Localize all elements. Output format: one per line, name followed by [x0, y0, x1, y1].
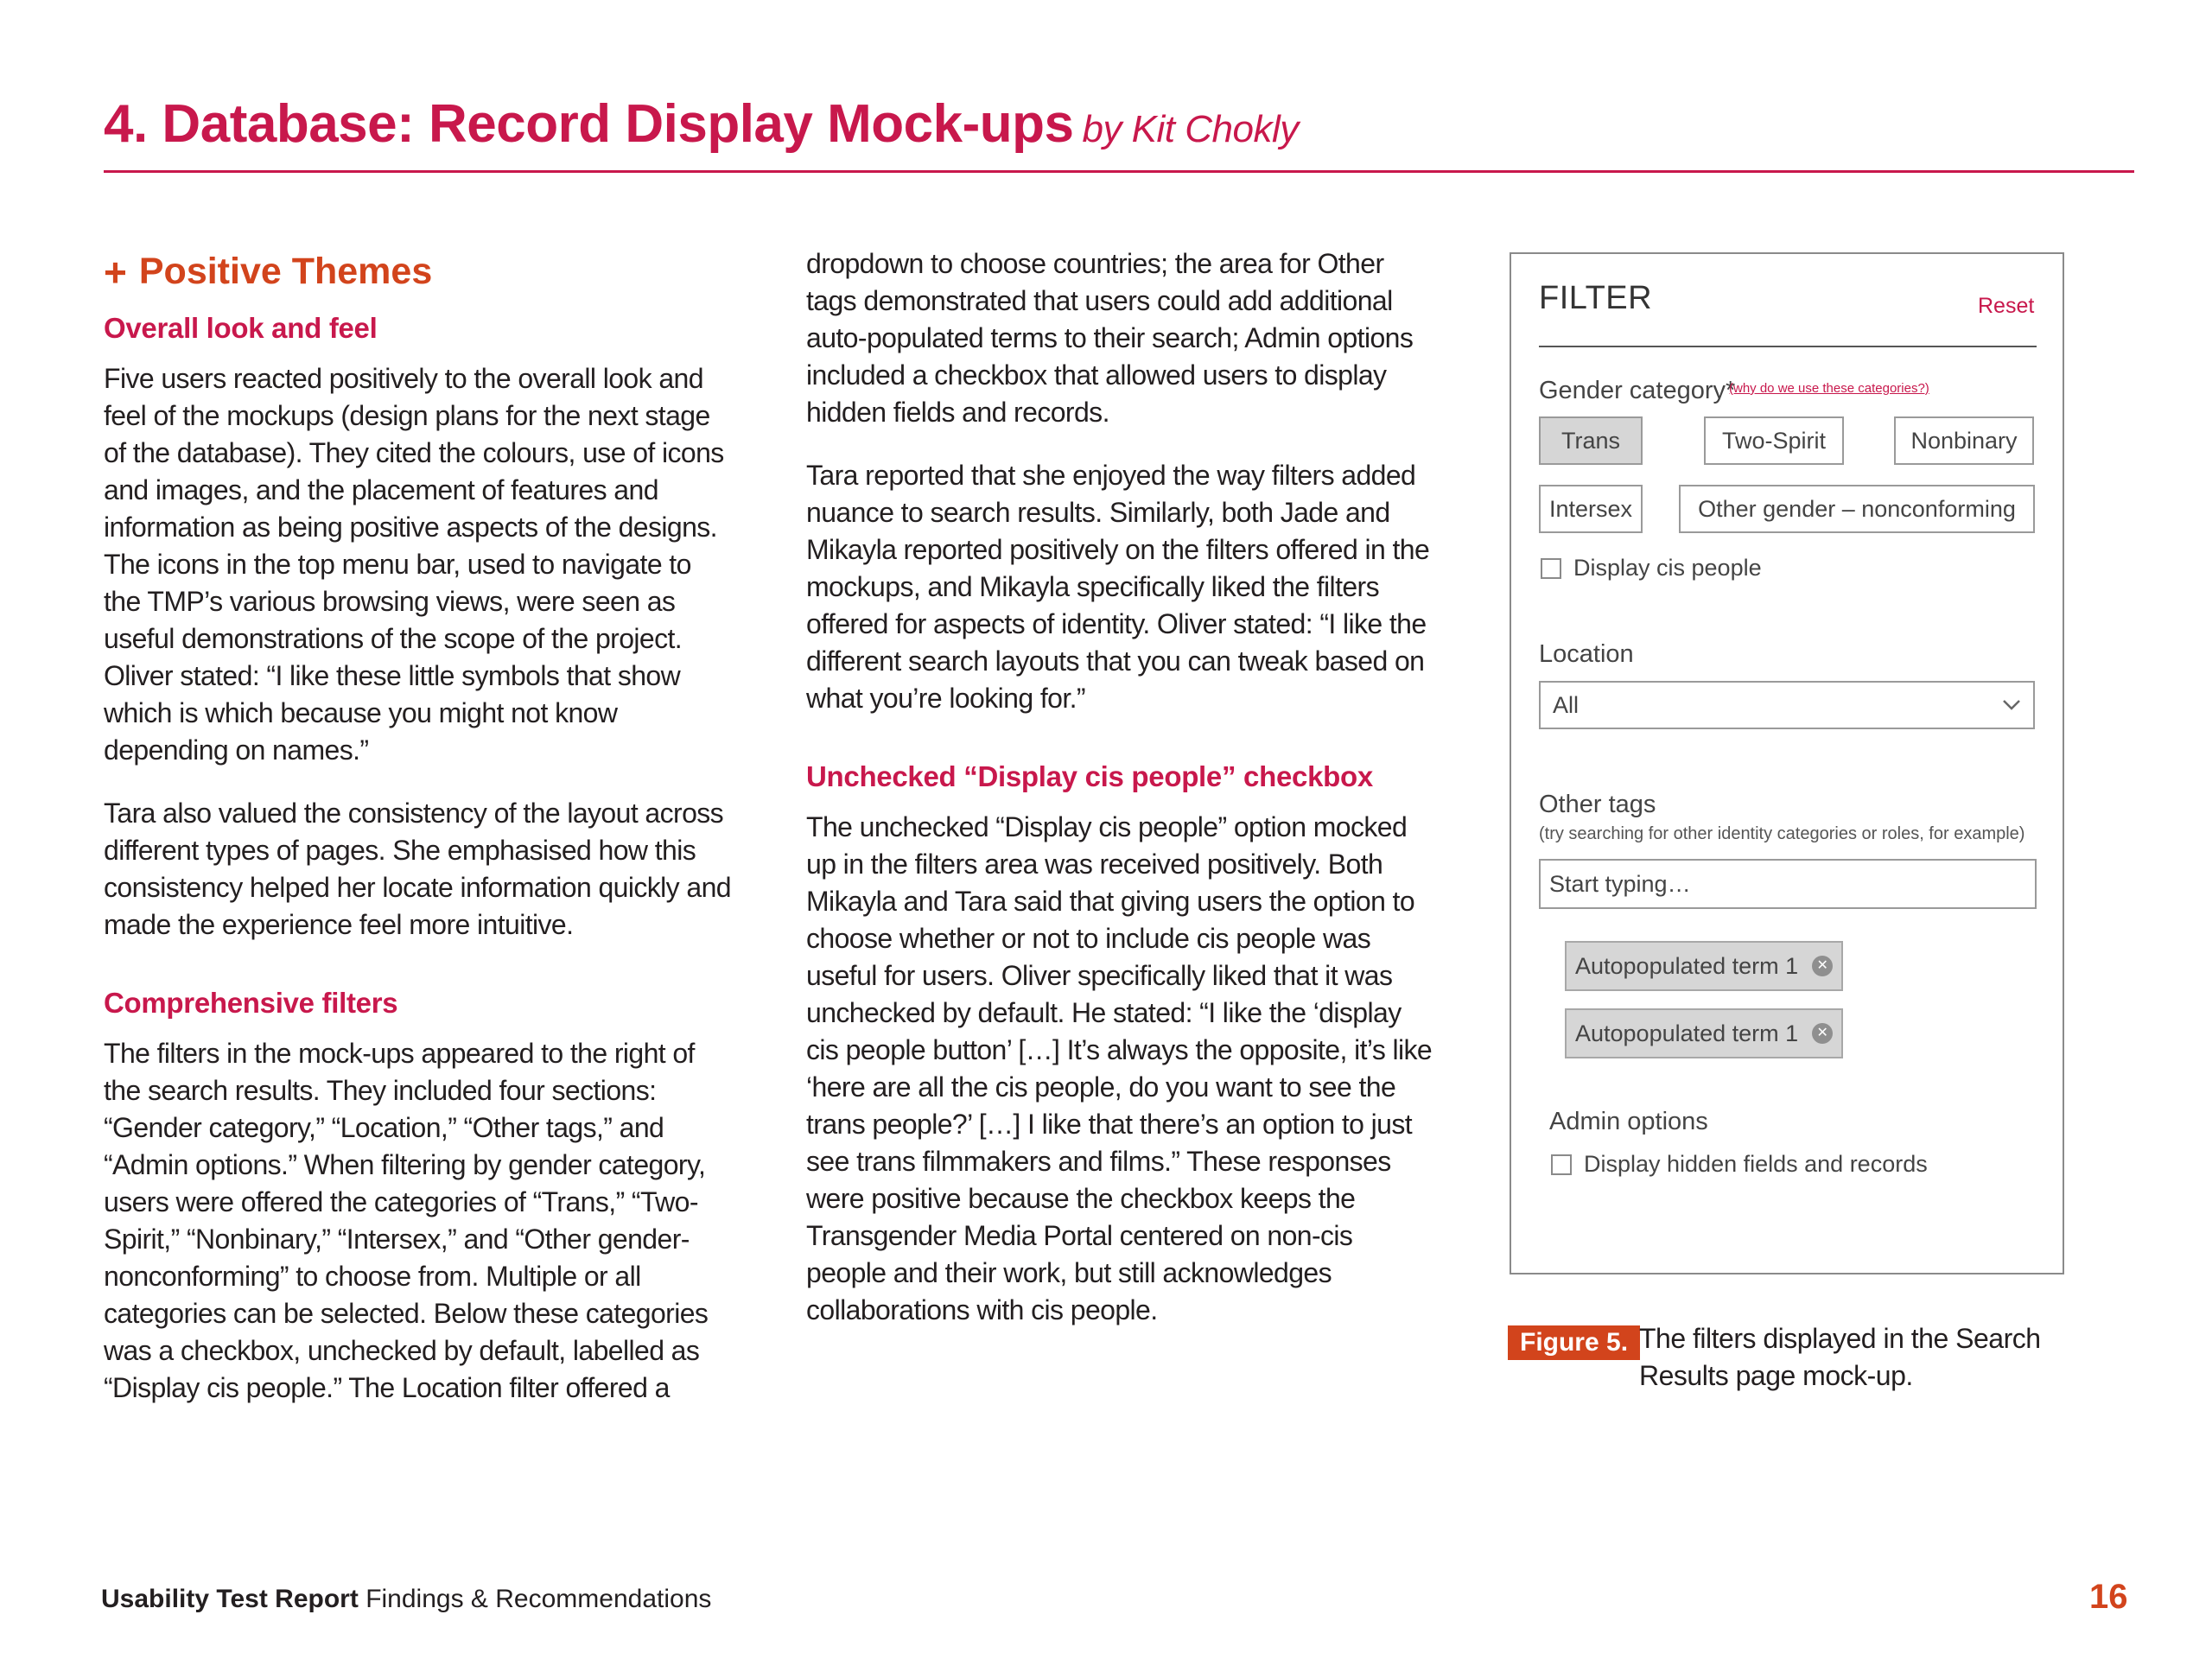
- term-chip[interactable]: [1565, 941, 1843, 991]
- term-chip[interactable]: [1565, 1008, 1843, 1058]
- text-column-left: [104, 242, 734, 1433]
- paragraph: Five users reacted positively to the overall look and feel of the mockups (design plans for the next stage of the database). They cited the colours, use of icons and images, and the placement of features and information as being positive aspects of the designs. The icons in the top menu bar, used to navigate to the TMP’s various browsing views, were seen as useful demonstrations of the scope of the project. Oliver stated: “I like these little symbols that show which is which because you might not know depending on names.”: [104, 363, 724, 766]
- gender-category-label: Gender category*: [1539, 377, 1736, 404]
- subheading-filters: Comprehensive filters: [104, 987, 398, 1019]
- close-icon[interactable]: ✕: [1812, 1023, 1833, 1044]
- subheading-look-and-feel: Overall look and feel: [104, 312, 378, 344]
- reset-link[interactable]: Reset: [1978, 294, 2035, 318]
- report-name: Usability Test Report: [101, 1585, 359, 1613]
- paragraph: Tara also valued the consistency of the layout across different types of pages. She emphasised how this consistency helped her locate information quickly and made the experience feel more intuitive.: [104, 798, 731, 940]
- figure-caption: The filters displayed in the Search Results page mock-up.: [1639, 1323, 2041, 1391]
- location-label: Location: [1539, 640, 1634, 668]
- display-hidden-label: Display hidden fields and records: [1584, 1151, 1928, 1177]
- paragraph: The unchecked “Display cis people” option mocked up in the filters area was received positively. Both Mikayla and Tara said that giving users the option to choose whether or not to include cis people was useful for users. Oliver specifically liked that it was unchecked by default. He stated: “I like the ‘display cis people button’ […] It’s always the opposite, it’s like ‘here are all the cis people, do you want to see the trans people?’ […] I like that there’s an option to just see trans filmmakers and films.” These responses were positive because the checkbox keeps the Transgender Media Portal centered on non-cis people and their work, but still acknowledges collaborations with cis people.: [806, 811, 1433, 1325]
- display-cis-checkbox-row[interactable]: [1541, 555, 1762, 582]
- chip-nonbinary[interactable]: Nonbinary: [1894, 416, 2034, 465]
- term-label: Autopopulated term 1: [1575, 952, 1799, 979]
- filter-divider: [1539, 346, 2037, 347]
- paragraph: The filters in the mock-ups appeared to the right of the search results. They included four sections: “Gender category,” “Location,” “Other tags,” and “Admin options.” When filtering by gender category, users were offered the categories of “Trans,” “Two-Spirit,” “Nonbinary,” “Intersex,” and “Other gender-nonconforming” to choose from. Multiple or all categories can be selected. Below these categories was a checkbox, unchecked by default, labelled as “Display cis people.” The Location filter offered a: [104, 1038, 709, 1403]
- display-hidden-checkbox-row[interactable]: [1551, 1151, 1928, 1178]
- other-tags-hint: (try searching for other identity categories or roles, for example): [1539, 824, 2025, 843]
- filter-title: FILTER: [1539, 280, 1653, 316]
- plus-icon: +: [104, 249, 127, 295]
- other-tags-label: Other tags: [1539, 791, 1656, 818]
- chevron-down-icon: [2002, 699, 2021, 711]
- title-divider: [104, 170, 2134, 173]
- text-column-middle: [806, 245, 1437, 1355]
- paragraph: dropdown to choose countries; the area for Other tags demonstrated that users could add additional auto-populated terms to their search; Admin options included a checkbox that allowed users to display hidden fields and records.: [806, 248, 1414, 428]
- subheading-cis-checkbox: Unchecked “Display cis people” checkbox: [806, 760, 1373, 792]
- tags-placeholder: Start typing…: [1549, 870, 1691, 897]
- paragraph: Tara reported that she enjoyed the way filters added nuance to search results. Similarly, both Jade and Mikayla reported positively on the filters offered in the mockups, and Mikayla specifically liked the filters offered for aspects of identity. Oliver stated: “I like the different search layouts that you can tweak based on what you’re looking for.”: [806, 460, 1430, 714]
- admin-options-label: Admin options: [1549, 1108, 1708, 1135]
- tags-input[interactable]: [1539, 859, 2037, 909]
- chip-trans[interactable]: Trans: [1539, 416, 1643, 465]
- filter-panel-mockup: [1510, 252, 2064, 1274]
- section-heading: [104, 251, 734, 293]
- author-byline: by Kit Chokly: [1082, 108, 1299, 150]
- location-select[interactable]: [1539, 681, 2035, 729]
- why-categories-link[interactable]: (why do we use these categories?): [1729, 381, 1929, 396]
- display-cis-label: Display cis people: [1573, 555, 1762, 581]
- chip-other-gender-nonconforming[interactable]: Other gender – nonconforming: [1679, 485, 2035, 533]
- page-title: [104, 93, 1299, 155]
- close-icon[interactable]: ✕: [1812, 956, 1833, 976]
- display-cis-checkbox[interactable]: [1541, 558, 1561, 579]
- chip-intersex[interactable]: Intersex: [1539, 485, 1643, 533]
- report-section: Findings & Recommendations: [365, 1585, 712, 1613]
- title-text: 4. Database: Record Display Mock-ups: [104, 94, 1074, 154]
- footer: [101, 1585, 711, 1614]
- page-number: 16: [2089, 1578, 2128, 1616]
- chip-two-spirit[interactable]: Two-Spirit: [1704, 416, 1844, 465]
- term-label: Autopopulated term 1: [1575, 1020, 1799, 1046]
- location-value: All: [1553, 691, 1580, 718]
- section-heading-text: Positive Themes: [138, 251, 433, 292]
- display-hidden-checkbox[interactable]: [1551, 1154, 1572, 1175]
- figure-label: Figure 5.: [1508, 1325, 1640, 1360]
